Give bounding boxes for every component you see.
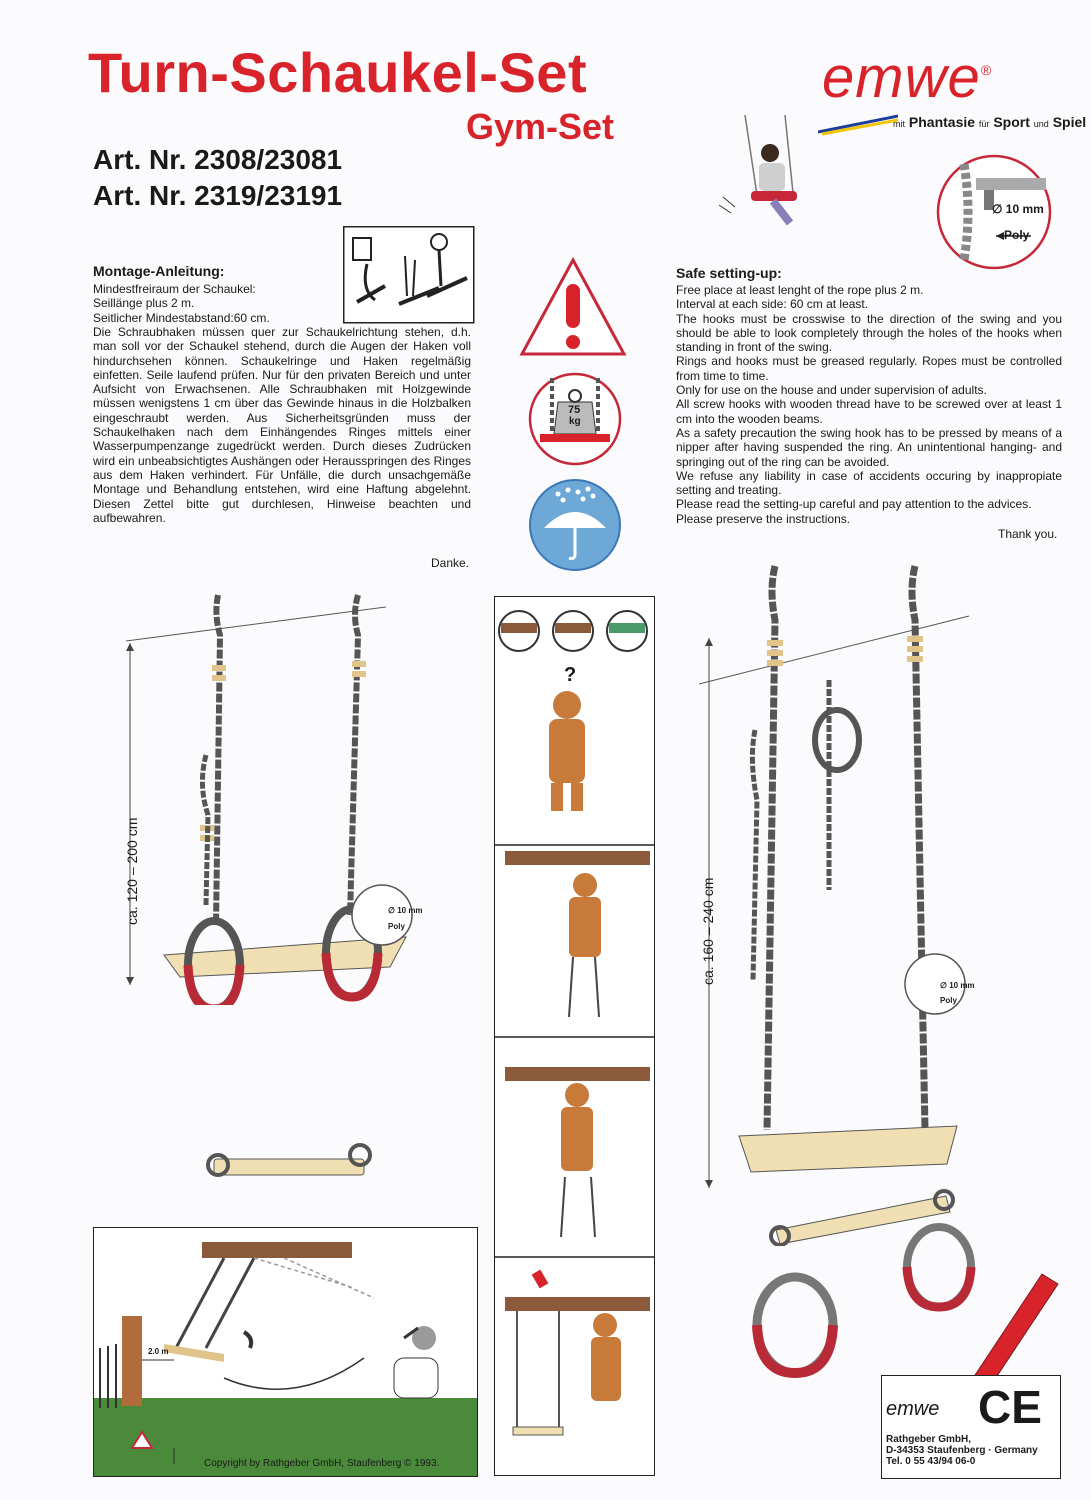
page-title: Turn-Schaukel-Set xyxy=(88,41,588,104)
swing-seat-diagram xyxy=(695,560,985,1200)
gym-rings-diagram xyxy=(120,585,420,1005)
right-detail-material: Poly xyxy=(940,996,957,1005)
english-instructions: Free place at least lenght of the rope plus 2 m. Interval at each side: 60 cm at least. The hooks must be crosswise to the direction of the swing and you should be able to look completely through the holes of the hooks when standing in front of the swing. Rings and hooks must be greased regularly. Ropes must be controlled from time to time. Only for use on the house and under supervision of adults. All screw hooks with wooden thread have to be screwed over at least 1 cm into the wooden beams. As a safety precaution the swing hook has to be pressed by means of a nipper after having suspended the ring. An unintentional hanging- and springing out of the ring can be avoided. We refuse any liability in case of accidents occuring by inappropiate setting and treating. Please read the setting-up careful and pay attention to the advices. Please preserve the instructions. xyxy=(676,283,1062,526)
installation-steps-column xyxy=(494,596,655,1476)
manufacturer-address: Rathgeber GmbH, D-34353 Staufenberg · Germany Tel. 0 55 43/94 06-0 xyxy=(886,1434,1038,1467)
weight-value: 75 xyxy=(568,404,581,416)
page-subtitle: Gym-Set xyxy=(466,106,615,147)
left-detail-material: Poly xyxy=(388,922,405,931)
detail-material: Poly xyxy=(1004,228,1030,242)
english-heading: Safe setting-up: xyxy=(676,265,782,281)
umbrella-weather-icon xyxy=(528,478,622,572)
german-heading: Montage-Anleitung: xyxy=(93,263,225,279)
right-detail-diameter: ∅ 10 mm xyxy=(940,981,975,990)
installation-steps-illustration xyxy=(495,597,654,1475)
weight-unit: kg xyxy=(569,416,581,427)
ce-mark: CE xyxy=(978,1381,1042,1433)
german-closing: Danke. xyxy=(431,556,470,570)
registered-mark: ® xyxy=(980,62,993,78)
warning-triangle-icon xyxy=(518,256,628,358)
german-instructions: Die Schraubhaken müssen quer zur Schaukelrichtung stehen, d.h. man soll vor der Schaukel stehend, durch die Augen der Haken voll hindurchsehen können. Schaukelringe und Haken regelmäßig einfetten. Seile laufend prüfen. Nur für den privaten Bereich und unter Aufsicht von Erwachsenen. Alle Schraubhaken mit Holzgewinde müssen wenigstens 1 cm über das Gewinde hinaus in die Holzbalken eingeschraubt werden. Aus Sicherheitsgründen muss der Schaukelhaken nach dem Einhängendes Ringes mittels einer Wasserpumpenzange zugedrückt werden. Durch dieses Zudrücken wird ein unbeabsichtigtes Aushängen oder Herausspringen des Ringes aus dem Haken verhindert. Für Unfälle, die durch unsachgemäße Montage und Behandlung entstehen, wird eine Haftung abgelehnt. Diesen Zettel bitte gut durchlesen, Hinweise beachten und aufbewahren. xyxy=(93,325,471,525)
left-detail-diameter: ∅ 10 mm xyxy=(388,906,423,915)
german-intro: Mindestfreiraum der Schaukel: Seillänge plus 2 m. Seitlicher Mindestabstand:60 cm. xyxy=(93,282,270,325)
article-number-2: Art. Nr. 2319/23191 xyxy=(93,180,343,211)
manufacturer-logo: emwe xyxy=(886,1398,940,1420)
copyright-text: Copyright by Rathgeber GmbH, Staufenberg © 1993. xyxy=(204,1458,440,1469)
manufacturer-box xyxy=(881,1375,1061,1479)
child-on-swing-illustration xyxy=(715,115,815,230)
brand-tagline: mit Phantasie für Sport und Spiel xyxy=(893,114,1087,130)
clearance-label: 2.0 m xyxy=(148,1347,169,1356)
trapeze-bar-illustration xyxy=(200,1135,375,1190)
hook-mounting-icon xyxy=(343,226,475,324)
logo-stripes-icon xyxy=(818,110,898,136)
right-height-label: ca. 160 – 240 cm xyxy=(700,877,716,985)
article-number-1: Art. Nr. 2308/23081 xyxy=(93,144,343,175)
brand-logo: emwe® xyxy=(822,45,993,110)
english-closing: Thank you. xyxy=(998,527,1058,541)
question-mark: ? xyxy=(564,664,577,686)
detail-diameter: ∅ 10 mm xyxy=(992,202,1044,216)
left-height-label: ca. 120 – 200 cm xyxy=(124,817,140,925)
